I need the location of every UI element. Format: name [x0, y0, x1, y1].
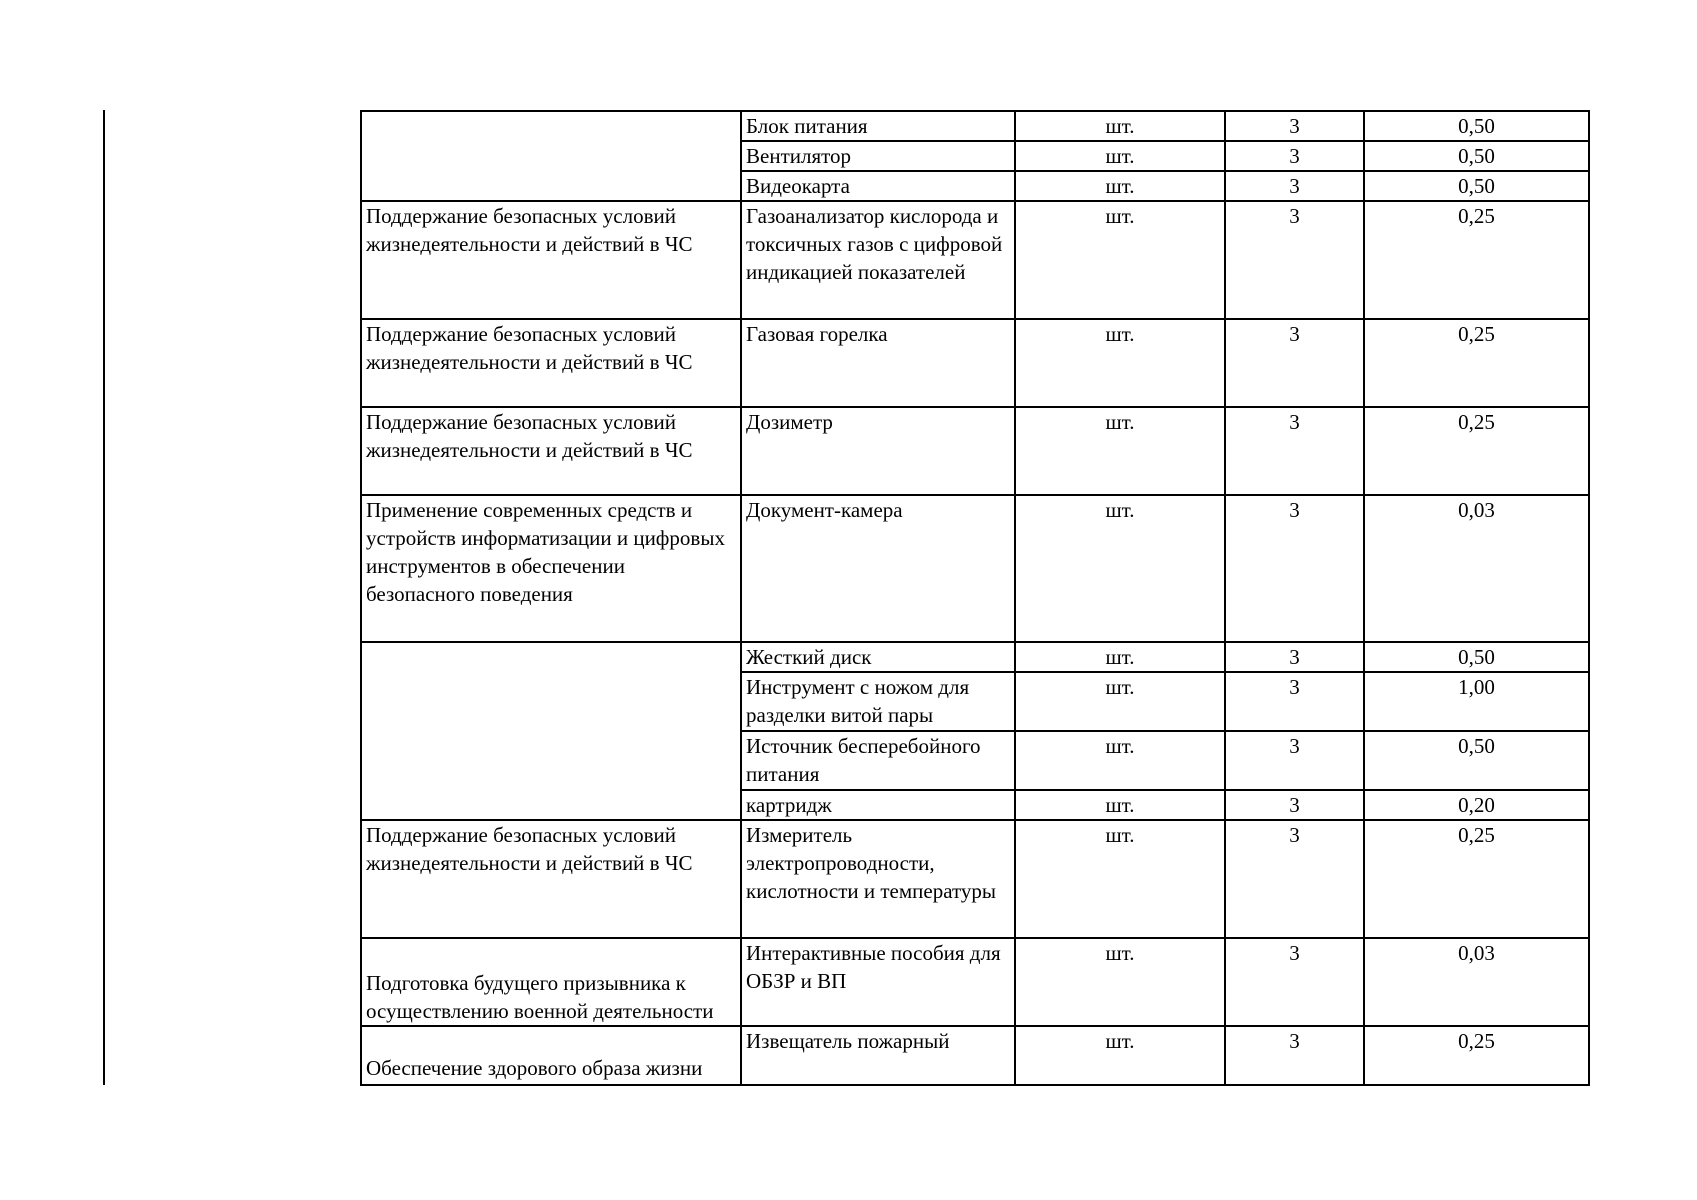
unit-cell: шт.	[1015, 171, 1225, 201]
item-name-cell: Жесткий диск	[741, 642, 1015, 672]
value-cell: 0,25	[1364, 1026, 1589, 1085]
category-cell: Подготовка будущего призывника к осуществлению военной деятельности	[361, 938, 741, 1026]
value-cell: 0,25	[1364, 201, 1589, 319]
unit-cell: шт.	[1015, 495, 1225, 642]
value-cell: 0,50	[1364, 111, 1589, 141]
quantity-cell: 3	[1225, 820, 1364, 938]
category-cell: Поддержание безопасных условий жизнедеятельности и действий в ЧС	[361, 407, 741, 495]
value-cell: 0,03	[1364, 495, 1589, 642]
quantity-cell: 3	[1225, 938, 1364, 1026]
unit-cell: шт.	[1015, 407, 1225, 495]
value-cell: 0,50	[1364, 171, 1589, 201]
item-name-cell: картридж	[741, 790, 1015, 820]
category-cell: Поддержание безопасных условий жизнедеятельности и действий в ЧС	[361, 820, 741, 938]
unit-cell: шт.	[1015, 1026, 1225, 1085]
quantity-cell: 3	[1225, 319, 1364, 407]
quantity-cell: 3	[1225, 790, 1364, 820]
quantity-cell: 3	[1225, 201, 1364, 319]
item-name-cell: Измеритель электропроводности, кислотности и температуры	[741, 820, 1015, 938]
unit-cell: шт.	[1015, 201, 1225, 319]
category-cell: Поддержание безопасных условий жизнедеятельности и действий в ЧС	[361, 201, 741, 319]
quantity-cell: 3	[1225, 1026, 1364, 1085]
category-cell: Поддержание безопасных условий жизнедеятельности и действий в ЧС	[361, 319, 741, 407]
table-row	[361, 111, 1589, 141]
unit-cell: шт.	[1015, 672, 1225, 731]
value-cell: 0,50	[1364, 642, 1589, 672]
quantity-cell: 3	[1225, 672, 1364, 731]
quantity-cell: 3	[1225, 141, 1364, 171]
table-row	[361, 319, 1589, 407]
value-cell: 0,03	[1364, 938, 1589, 1026]
unit-cell: шт.	[1015, 938, 1225, 1026]
item-name-cell: Интерактивные пособия для ОБЗР и ВП	[741, 938, 1015, 1026]
category-cell: Применение современных средств и устройств информатизации и цифровых инструментов в обеспечении безопасного поведения	[361, 495, 741, 642]
item-name-cell: Газоанализатор кислорода и токсичных газов с цифровой индикацией показателей	[741, 201, 1015, 319]
item-name-cell: Инструмент с ножом для разделки витой пары	[741, 672, 1015, 731]
left-margin-rule	[103, 110, 105, 1085]
quantity-cell: 3	[1225, 731, 1364, 790]
table-row	[361, 1026, 1589, 1085]
quantity-cell: 3	[1225, 171, 1364, 201]
value-cell: 0,25	[1364, 820, 1589, 938]
quantity-cell: 3	[1225, 111, 1364, 141]
unit-cell: шт.	[1015, 319, 1225, 407]
unit-cell: шт.	[1015, 111, 1225, 141]
item-name-cell: Извещатель пожарный	[741, 1026, 1015, 1085]
value-cell: 0,50	[1364, 731, 1589, 790]
table-row	[361, 820, 1589, 938]
table-row	[361, 201, 1589, 319]
category-cell-empty	[361, 642, 741, 820]
unit-cell: шт.	[1015, 820, 1225, 938]
item-name-cell: Газовая горелка	[741, 319, 1015, 407]
unit-cell: шт.	[1015, 642, 1225, 672]
category-cell-empty	[361, 111, 741, 201]
unit-cell: шт.	[1015, 790, 1225, 820]
value-cell: 0,50	[1364, 141, 1589, 171]
unit-cell: шт.	[1015, 141, 1225, 171]
table-row	[361, 407, 1589, 495]
item-name-cell: Вентилятор	[741, 141, 1015, 171]
equipment-table	[360, 110, 1590, 1086]
item-name-cell: Видеокарта	[741, 171, 1015, 201]
value-cell: 0,20	[1364, 790, 1589, 820]
table-row	[361, 642, 1589, 672]
quantity-cell: 3	[1225, 495, 1364, 642]
unit-cell: шт.	[1015, 731, 1225, 790]
table-row	[361, 495, 1589, 642]
item-name-cell: Блок питания	[741, 111, 1015, 141]
quantity-cell: 3	[1225, 642, 1364, 672]
value-cell: 0,25	[1364, 407, 1589, 495]
quantity-cell: 3	[1225, 407, 1364, 495]
table-row	[361, 938, 1589, 1026]
category-cell: Обеспечение здорового образа жизни	[361, 1026, 741, 1085]
item-name-cell: Дозиметр	[741, 407, 1015, 495]
value-cell: 1,00	[1364, 672, 1589, 731]
item-name-cell: Документ-камера	[741, 495, 1015, 642]
value-cell: 0,25	[1364, 319, 1589, 407]
item-name-cell: Источник бесперебойного питания	[741, 731, 1015, 790]
